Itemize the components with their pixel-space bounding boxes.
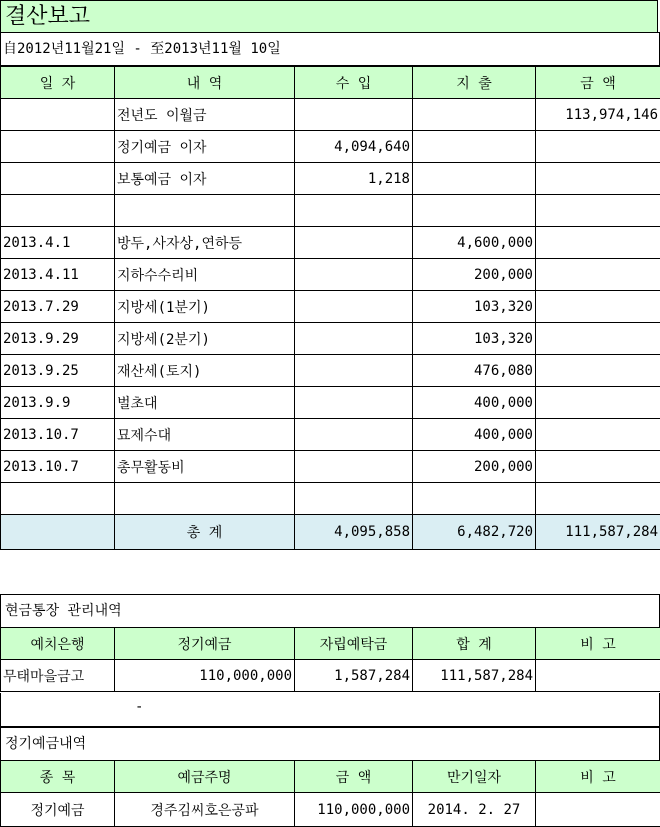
row-date: [1, 483, 115, 515]
cash-deposit: 110,000,000: [115, 660, 295, 692]
row-description: 전년도 이월금: [115, 99, 295, 131]
row-expense: [413, 483, 536, 515]
ledger-row: [1, 451, 660, 483]
row-description: 지하수수리비: [115, 259, 295, 291]
cash-dash-row: [0, 693, 660, 727]
deposit-header-holder: 예금주명: [115, 761, 295, 793]
ledger-row: [1, 419, 660, 451]
row-income: [295, 259, 413, 291]
deposit-type: 정기예금: [1, 793, 115, 827]
header-income: 수 입: [295, 67, 413, 99]
row-amount: [536, 291, 660, 323]
row-description: [115, 195, 295, 227]
cash-table: [0, 627, 660, 692]
total-label: 총 계: [115, 515, 295, 550]
ledger-row: [1, 163, 660, 195]
cash-row: [1, 660, 660, 692]
row-income: [295, 227, 413, 259]
row-amount: [536, 483, 660, 515]
row-date: [1, 195, 115, 227]
row-description: 보통예금 이자: [115, 163, 295, 195]
deposit-row: [1, 793, 660, 827]
cash-sum: 111,587,284: [413, 660, 536, 692]
row-amount: [536, 323, 660, 355]
cash-section-title: 현금통장 관리내역: [0, 594, 660, 627]
row-description: 재산세(토지): [115, 355, 295, 387]
total-row: [1, 515, 660, 550]
row-amount: [536, 451, 660, 483]
row-income: [295, 419, 413, 451]
deposit-header-amount: 금 액: [295, 761, 413, 793]
ledger-row: [1, 355, 660, 387]
row-income: 4,094,640: [295, 131, 413, 163]
cash-note: [536, 660, 660, 692]
total-income: 4,095,858: [295, 515, 413, 550]
row-description: 정기예금 이자: [115, 131, 295, 163]
cash-header-deposit: 정기예금: [115, 628, 295, 660]
row-description: 지방세(1분기): [115, 291, 295, 323]
deposit-header-note: 비 고: [536, 761, 660, 793]
row-description: [115, 483, 295, 515]
cash-dash: -: [135, 699, 143, 715]
cash-bank: 무태마을금고: [1, 660, 115, 692]
row-amount: [536, 387, 660, 419]
deposit-header-type: 종 목: [1, 761, 115, 793]
header-date: 일 자: [1, 67, 115, 99]
ledger-row: [1, 131, 660, 163]
row-expense: 200,000: [413, 451, 536, 483]
deposit-maturity: 2014. 2. 27: [413, 793, 536, 827]
row-expense: 400,000: [413, 419, 536, 451]
deposit-section-title: 정기예금내역: [0, 727, 660, 760]
row-expense: [413, 163, 536, 195]
row-expense: 4,600,000: [413, 227, 536, 259]
row-expense: [413, 131, 536, 163]
row-amount: 113,974,146: [536, 99, 660, 131]
row-date: [1, 99, 115, 131]
row-expense: [413, 99, 536, 131]
row-expense: 103,320: [413, 323, 536, 355]
row-description: 총무활동비: [115, 451, 295, 483]
deposit-table: [0, 760, 660, 827]
row-date: 2013.9.25: [1, 355, 115, 387]
row-income: [295, 387, 413, 419]
ledger-row: [1, 259, 660, 291]
row-description: 지방세(2분기): [115, 323, 295, 355]
ledger-row: [1, 483, 660, 515]
deposit-header-maturity: 만기일자: [413, 761, 536, 793]
cash-header-note: 비 고: [536, 628, 660, 660]
cash-header-sum: 합 계: [413, 628, 536, 660]
header-amount: 금 액: [536, 67, 660, 99]
row-expense: 103,320: [413, 291, 536, 323]
row-description: 벌초대: [115, 387, 295, 419]
ledger-table: [0, 66, 660, 550]
row-date: 2013.10.7: [1, 451, 115, 483]
cash-header-row: [1, 628, 660, 660]
total-amount: 111,587,284: [536, 515, 660, 550]
row-income: [295, 355, 413, 387]
row-expense: 476,080: [413, 355, 536, 387]
ledger-row: [1, 323, 660, 355]
row-amount: [536, 259, 660, 291]
row-expense: 200,000: [413, 259, 536, 291]
row-income: [295, 195, 413, 227]
row-description: 묘제수대: [115, 419, 295, 451]
header-description: 내 역: [115, 67, 295, 99]
header-expense: 지 출: [413, 67, 536, 99]
row-amount: [536, 227, 660, 259]
row-amount: [536, 355, 660, 387]
deposit-header-row: [1, 761, 660, 793]
ledger-row: [1, 291, 660, 323]
row-amount: [536, 195, 660, 227]
ledger-header-row: [1, 67, 660, 99]
row-date: [1, 131, 115, 163]
cash-header-savings: 자립예탁금: [295, 628, 413, 660]
period-range: 自2012년11월21일 - 至2013년11월 10일: [0, 32, 660, 66]
row-date: [1, 163, 115, 195]
row-amount: [536, 131, 660, 163]
row-date: 2013.4.1: [1, 227, 115, 259]
row-income: [295, 451, 413, 483]
row-date: 2013.10.7: [1, 419, 115, 451]
row-income: [295, 483, 413, 515]
total-expense: 6,482,720: [413, 515, 536, 550]
cash-savings: 1,587,284: [295, 660, 413, 692]
row-date: 2013.4.11: [1, 259, 115, 291]
row-date: 2013.7.29: [1, 291, 115, 323]
report-title: 결산보고: [0, 0, 658, 32]
deposit-amount: 110,000,000: [295, 793, 413, 827]
row-income: [295, 291, 413, 323]
row-income: [295, 99, 413, 131]
row-description: 방두,사자상,연하등: [115, 227, 295, 259]
row-income: 1,218: [295, 163, 413, 195]
row-date: 2013.9.9: [1, 387, 115, 419]
ledger-row: [1, 99, 660, 131]
ledger-row: [1, 195, 660, 227]
row-expense: [413, 195, 536, 227]
row-amount: [536, 163, 660, 195]
deposit-note: [536, 793, 660, 827]
row-expense: 400,000: [413, 387, 536, 419]
total-empty: [1, 515, 115, 550]
cash-header-bank: 예치은행: [1, 628, 115, 660]
ledger-row: [1, 387, 660, 419]
ledger-row: [1, 227, 660, 259]
deposit-holder: 경주김씨호은공파: [115, 793, 295, 827]
row-date: 2013.9.29: [1, 323, 115, 355]
row-income: [295, 323, 413, 355]
row-amount: [536, 419, 660, 451]
